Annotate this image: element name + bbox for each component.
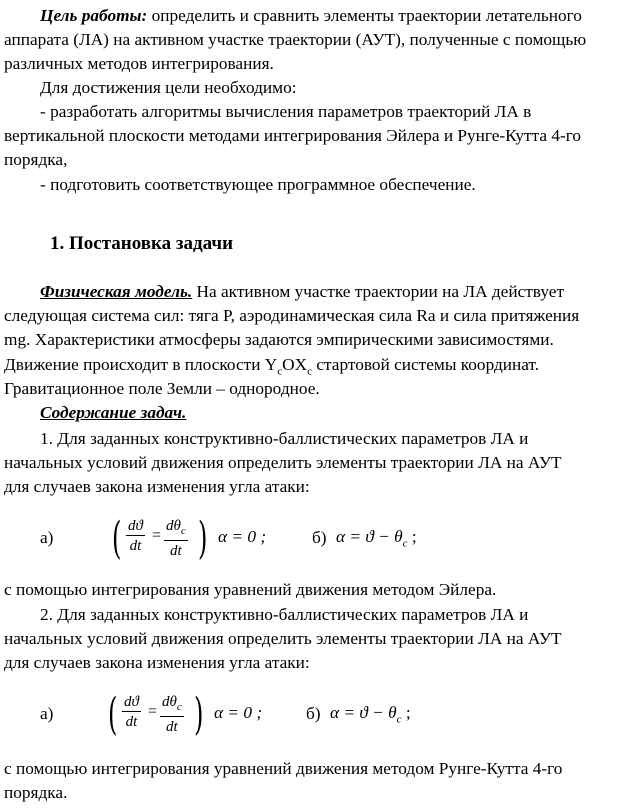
goal-line-1: Цель работы: определить и сравнить элементы траектории летательного xyxy=(40,6,582,25)
need-item1-line2: вертикальной плоскости методами интегрирования Эйлера и Рунге-Кутта 4-го xyxy=(4,126,582,145)
model-label: Физическая модель. xyxy=(40,282,193,301)
formula-rparen: ) xyxy=(194,689,204,740)
formula-lparen: ( xyxy=(112,513,122,564)
task1-line-2: начальных условий движения определить элементы траектории ЛА на АУТ xyxy=(4,453,562,472)
model-line-1: Физическая модель. На активном участке траектории на ЛА действует xyxy=(40,282,565,301)
formula-rparen: ) xyxy=(198,513,208,564)
need-item1-line1: - разработать алгоритмы вычисления параметров траекторий ЛА в xyxy=(40,102,532,121)
formula-case-a: а) xyxy=(40,704,54,723)
need-intro: Для достижения цели необходимо: xyxy=(40,78,297,97)
formula-case-b: б) xyxy=(312,528,327,547)
task2-after-line-2: порядка. xyxy=(4,783,68,802)
task2-after-line-1: с помощью интегрирования уравнений движения методом Рунге-Кутта 4-го xyxy=(4,759,563,778)
need-item1-line3: порядка, xyxy=(4,150,68,169)
task1-after: с помощью интегрирования уравнений движения методом Эйлера. xyxy=(4,580,497,599)
formula-fraction-2: $d\theta_c$ dt xyxy=(166,518,186,559)
task2-line-2: начальных условий движения определить элементы траектории ЛА на АУТ xyxy=(4,629,562,648)
need-item2: - подготовить соответствующее программное обеспечение. xyxy=(40,175,476,194)
formula-alpha-expr: $\alpha = ϑ - \theta_c$ ; xyxy=(336,527,417,550)
formula-fraction-2: $d\theta_c$ dt xyxy=(162,694,182,735)
model-line-4: Движение происходит в плоскости $Y_cOX_c$ стартовой системы координат. xyxy=(4,355,540,378)
model-line-3: mg. Характеристики атмосферы задаются эмпирическими зависимостями. xyxy=(4,330,554,349)
formula-lparen: ( xyxy=(108,689,118,740)
formula-alpha-zero: α = 0 ; xyxy=(218,527,267,546)
task1-line-1: 1. Для заданных конструктивно-баллистических параметров ЛА и xyxy=(40,429,529,448)
formula-fraction-1: $\frac{dϑ}{dt}$ xyxy=(124,694,139,730)
formula-equals: = xyxy=(148,703,158,720)
formula-alpha-zero: α = 0 ; xyxy=(214,703,263,722)
task2-line-3: для случаев закона изменения угла атаки: xyxy=(4,653,310,672)
formula-block-1 xyxy=(0,514,640,564)
goal-line-3: различных методов интегрирования. xyxy=(4,54,274,73)
formula-case-b: б) xyxy=(306,704,321,723)
task2-line-1: 2. Для заданных конструктивно-баллистических параметров ЛА и xyxy=(40,605,529,624)
goal-line-2: аппарата (ЛА) на активном участке траектории (АУТ), полученные с помощью xyxy=(4,30,587,49)
formula-fraction-1: $\frac{dϑ}{dt}$ xyxy=(128,518,143,554)
formula-block-2 xyxy=(0,690,640,740)
goal-label: Цель работы: xyxy=(40,6,148,25)
model-line-2: следующая система сил: тяга P, аэродинамическая сила Ra и сила притяжения xyxy=(4,306,580,325)
formula-alpha-expr: $\alpha = ϑ - \theta_c$ ; xyxy=(330,703,411,726)
task1-line-3: для случаев закона изменения угла атаки: xyxy=(4,477,310,496)
tasks-label: Содержание задач. xyxy=(40,403,187,422)
formula-equals: = xyxy=(152,527,162,544)
section-title: 1. Постановка задачи xyxy=(50,233,234,254)
formula-case-a: а) xyxy=(40,528,54,547)
model-line-5: Гравитационное поле Земли – однородное. xyxy=(4,379,320,398)
